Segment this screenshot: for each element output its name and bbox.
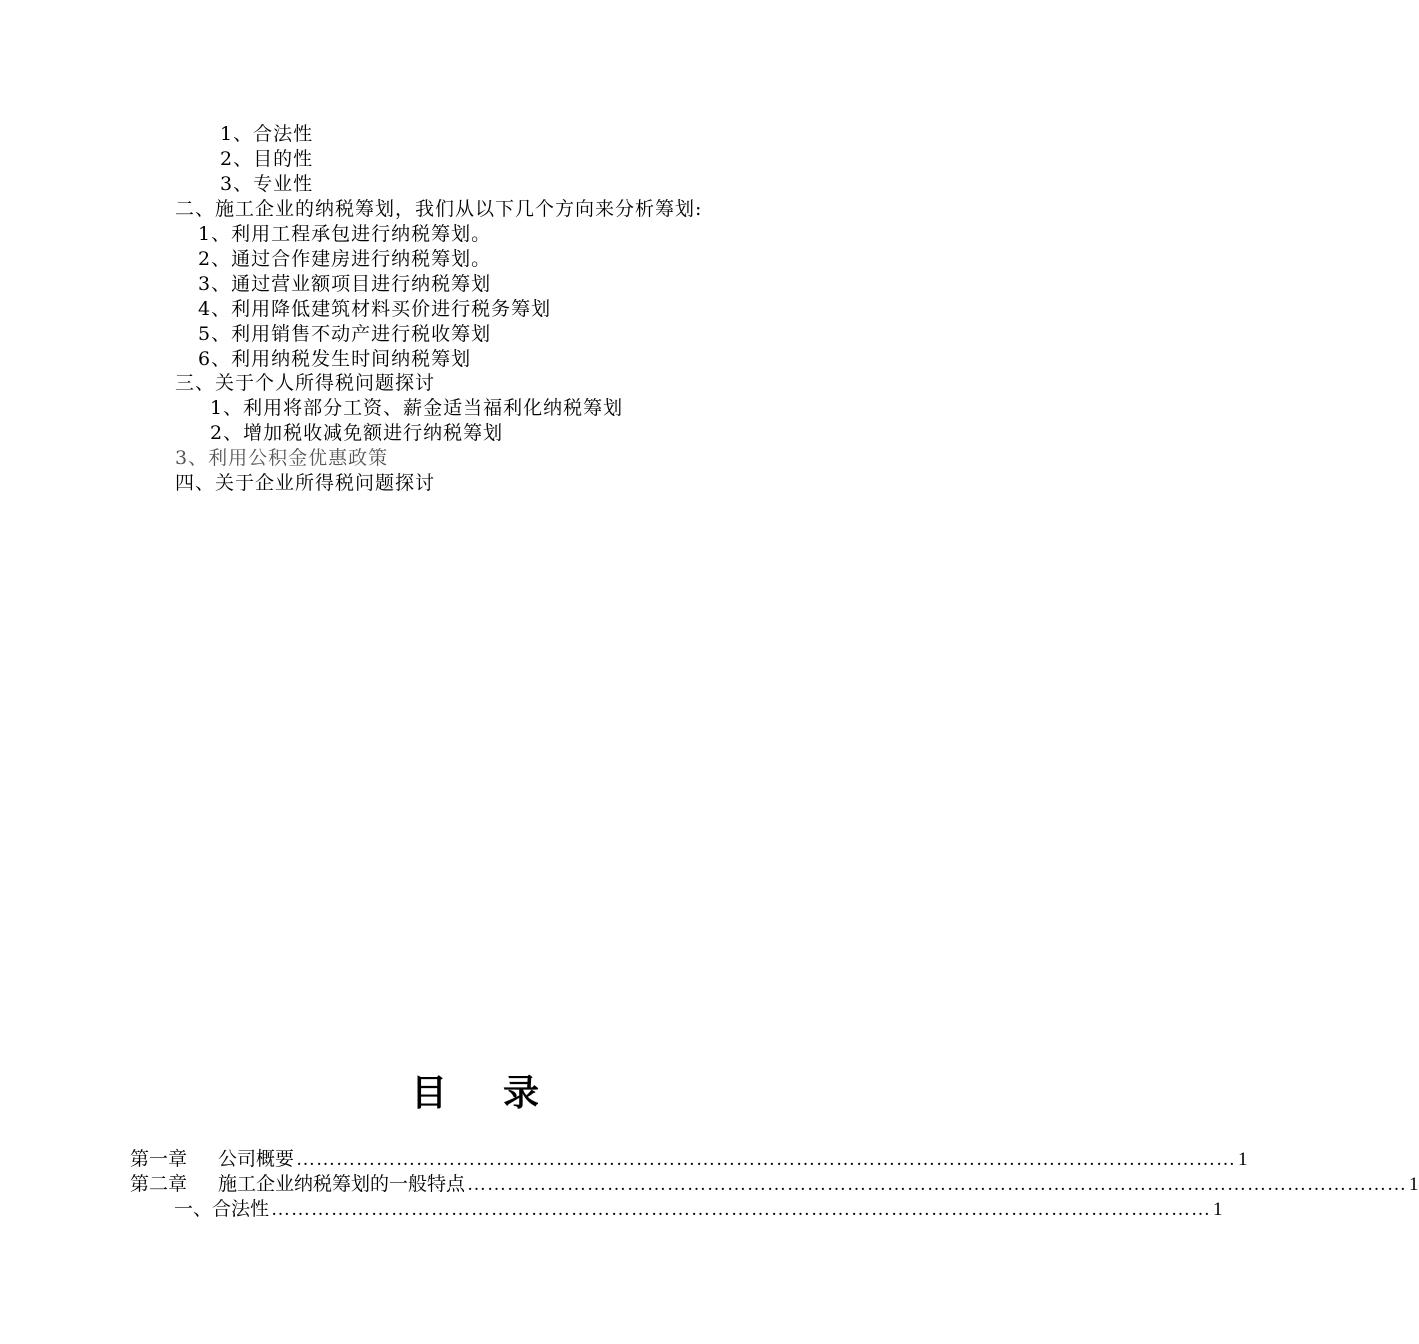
toc-leader: ……………………………………………………………………………………………………………………………: [296, 1149, 1237, 1170]
toc-chapter: 第二章: [130, 1174, 188, 1195]
toc-entry[interactable]: [130, 1148, 1248, 1172]
outline-item: 2、目的性: [220, 148, 314, 170]
toc-entry-label: [130, 1173, 467, 1197]
toc-entry[interactable]: [130, 1173, 1419, 1197]
toc-title: [0, 1072, 950, 1116]
toc-entry-title: 施工企业纳税筹划的一般特点: [218, 1174, 466, 1195]
outline-heading: 二、施工企业的纳税筹划，我们从以下几个方向来分析筹划:: [175, 198, 703, 220]
toc-entry-title: 公司概要: [218, 1149, 295, 1170]
toc-entry[interactable]: [130, 1198, 1223, 1222]
outline-item: 1、合法性: [220, 123, 314, 145]
toc-title-char: 目: [410, 1073, 447, 1114]
toc-title-char: 录: [503, 1073, 540, 1114]
toc-page-number: 1: [1409, 1174, 1419, 1195]
outline-item: 2、通过合作建房进行纳税筹划。: [198, 248, 492, 270]
outline-item: 1、利用工程承包进行纳税筹划。: [198, 223, 492, 245]
toc-leader: ……………………………………………………………………………………………………………………………: [271, 1199, 1212, 1220]
outline-item: 4、利用降低建筑材料买价进行税务筹划: [198, 298, 552, 320]
toc-page-number: 1: [1238, 1149, 1248, 1170]
toc-page-number: 1: [1213, 1199, 1223, 1220]
outline-heading: 四、关于企业所得税问题探讨: [175, 472, 436, 494]
toc-entry-label: [130, 1148, 296, 1172]
outline-heading: 三、关于个人所得税问题探讨: [175, 372, 436, 394]
outline-item: 3、利用公积金优惠政策: [175, 447, 389, 469]
outline-item: 5、利用销售不动产进行税收筹划: [198, 323, 492, 345]
outline-item: 6、利用纳税发生时间纳税筹划: [198, 348, 472, 370]
outline-item: 2、增加税收减免额进行纳税筹划: [210, 422, 504, 444]
toc-entry-title: 一、合法性: [174, 1199, 270, 1220]
outline-item: 1、利用将部分工资、薪金适当福利化纳税筹划: [210, 397, 624, 419]
toc-entry-label: [130, 1198, 271, 1222]
outline-item: 3、通过营业额项目进行纳税筹划: [198, 273, 492, 295]
toc-leader: ……………………………………………………………………………………………………………………………: [467, 1174, 1408, 1195]
toc-chapter: 第一章: [130, 1149, 188, 1170]
outline-item: 3、专业性: [220, 173, 314, 195]
